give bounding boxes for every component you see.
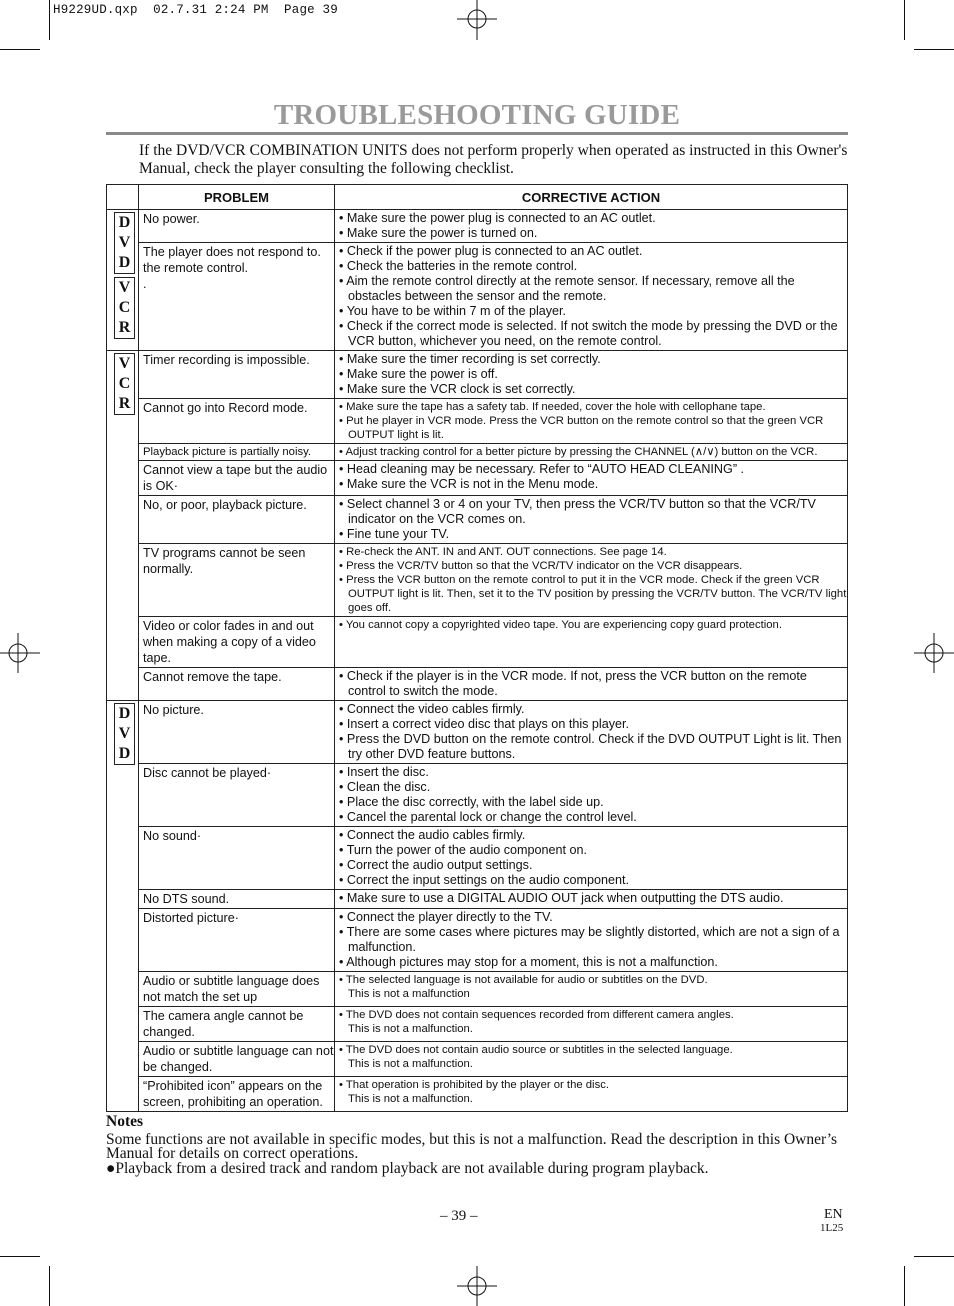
mode-tag-cell xyxy=(107,210,139,351)
problem-cell: The player does not respond to. the remote control. . xyxy=(139,243,335,351)
notes-bullet xyxy=(106,1161,848,1177)
action-item: • Turn the power of the audio component on. xyxy=(339,843,847,858)
model-code: 1L25 xyxy=(820,1222,844,1234)
action-item: • Insert the disc. xyxy=(339,765,847,780)
mode-tag-dvd: D V D xyxy=(114,212,135,274)
action-item: • Aim the remote control directly at the remote sensor. If necessary, remove all the obstacles between the sensor and the remote. xyxy=(339,274,847,304)
intro-paragraph: If the DVD/VCR COMBINATION UNITS does not perform properly when operated as instructed in this Owner's Manual, check the player consulting the following checklist. xyxy=(139,142,848,177)
mode-tag-cell xyxy=(107,701,139,1112)
action-item: • Make sure the power is off. xyxy=(339,367,847,382)
table-row xyxy=(107,1042,848,1077)
corrective-action-cell xyxy=(335,243,848,351)
action-item: • Check the batteries in the remote control. xyxy=(339,259,847,274)
table-row xyxy=(107,890,848,909)
crop-mark xyxy=(49,1266,50,1306)
problem-cell: TV programs cannot be seen normally. xyxy=(139,544,335,617)
registration-mark-icon xyxy=(457,0,497,40)
problem-cell: Cannot remove the tape. xyxy=(139,668,335,701)
table-row xyxy=(107,461,848,496)
mode-tag-vcr: V C R xyxy=(114,277,135,339)
corrective-action-cell xyxy=(335,1007,848,1042)
corrective-action-cell xyxy=(335,909,848,972)
action-item: • The DVD does not contain sequences recorded from different camera angles. This is not a malfunction. xyxy=(339,1008,847,1036)
header-spacer xyxy=(107,185,139,210)
table-row xyxy=(107,1077,848,1112)
table-row xyxy=(107,399,848,444)
table-row xyxy=(107,701,848,764)
action-item: • Check if the correct mode is selected. If not switch the mode by pressing the DVD or the VCR button, whichever you need, on the remote control. xyxy=(339,319,847,349)
action-item: • Place the disc correctly, with the label side up. xyxy=(339,795,847,810)
action-item: • Make sure the power plug is connected to an AC outlet. xyxy=(339,211,847,226)
title-rule xyxy=(106,132,848,135)
corrective-action-cell xyxy=(335,210,848,243)
action-item: • Make sure the VCR clock is set correctly. xyxy=(339,382,847,397)
problem-cell: No DTS sound. xyxy=(139,890,335,909)
registration-mark-icon xyxy=(914,633,954,673)
action-item: • Make sure the tape has a safety tab. If needed, cover the hole with cellophane tape. xyxy=(339,400,847,414)
table-row xyxy=(107,351,848,399)
action-item: • Insert a correct video disc that plays on this player. xyxy=(339,717,847,732)
corrective-action-cell xyxy=(335,668,848,701)
bullet-icon: ● xyxy=(106,1160,116,1177)
page-title: TROUBLESHOOTING GUIDE xyxy=(273,99,681,131)
mode-tag-cell xyxy=(107,351,139,701)
problem-cell: No, or poor, playback picture. xyxy=(139,496,335,544)
corrective-action-cell xyxy=(335,544,848,617)
action-item: • Adjust tracking control for a better picture by pressing the CHANNEL (∧/∨) button on the VCR. xyxy=(339,445,847,459)
corrective-action-cell xyxy=(335,764,848,827)
table-row xyxy=(107,764,848,827)
print-slug: H9229UD.qxp 02.7.31 2:24 PM Page 39 xyxy=(53,3,338,17)
action-item: • That operation is prohibited by the player or the disc. This is not a malfunction. xyxy=(339,1078,847,1106)
action-item: • Connect the video cables firmly. xyxy=(339,702,847,717)
action-item: • Connect the player directly to the TV. xyxy=(339,910,847,925)
problem-cell: “Prohibited icon” appears on the screen, prohibiting an operation. xyxy=(139,1077,335,1112)
action-item: • Head cleaning may be necessary. Refer to “AUTO HEAD CLEANING” . xyxy=(339,462,847,477)
action-item: • Re-check the ANT. IN and ANT. OUT connections. See page 14. xyxy=(339,545,847,559)
problem-cell: Timer recording is impossible. xyxy=(139,351,335,399)
problem-cell: Cannot view a tape but the audio is OK· xyxy=(139,461,335,496)
table-row xyxy=(107,1007,848,1042)
mode-tag-dvd: D V D xyxy=(114,703,135,765)
corrective-action-cell xyxy=(335,444,848,461)
action-item: • Select channel 3 or 4 on your TV, then press the VCR/TV button so that the VCR/TV indicator on the VCR comes on. xyxy=(339,497,847,527)
action-item: • Press the DVD button on the remote control. Check if the DVD OUTPUT Light is lit. Then try other DVD feature buttons. xyxy=(339,732,847,762)
problem-cell: Audio or subtitle language can not be changed. xyxy=(139,1042,335,1077)
problem-cell: Playback picture is partially noisy. xyxy=(139,444,335,461)
table-row xyxy=(107,909,848,972)
problem-cell: Video or color fades in and out when making a copy of a video tape. xyxy=(139,617,335,668)
corrective-action-cell xyxy=(335,1042,848,1077)
action-item: • Make sure the power is turned on. xyxy=(339,226,847,241)
table-row xyxy=(107,972,848,1007)
corrective-action-cell xyxy=(335,496,848,544)
action-item: • Fine tune your TV. xyxy=(339,527,847,542)
notes-heading: Notes xyxy=(106,1113,144,1130)
problem-cell: No power. xyxy=(139,210,335,243)
action-item: • Make sure the timer recording is set correctly. xyxy=(339,352,847,367)
crop-mark xyxy=(0,49,40,50)
problem-cell: Distorted picture· xyxy=(139,909,335,972)
mode-tag-vcr: V C R xyxy=(114,353,135,415)
registration-mark-icon xyxy=(0,633,40,673)
crop-mark xyxy=(904,1266,905,1306)
action-item: • The DVD does not contain audio source or subtitles in the selected language. This is not a malfunction. xyxy=(339,1043,847,1071)
problem-cell: Audio or subtitle language does not match the set up xyxy=(139,972,335,1007)
action-item: • Press the VCR/TV button so that the VCR/TV indicator on the VCR disappears. xyxy=(339,559,847,573)
table-row xyxy=(107,444,848,461)
corrective-action-cell xyxy=(335,351,848,399)
notes-text: Some functions are not available in specific modes, but this is not a malfunction. Read the description in this Owner’s Manual for details on correct operations. xyxy=(106,1131,838,1162)
action-item: • Check if the power plug is connected to an AC outlet. xyxy=(339,244,847,259)
action-item: • Cancel the parental lock or change the control level. xyxy=(339,810,847,825)
corrective-action-cell xyxy=(335,972,848,1007)
crop-mark xyxy=(0,1256,40,1257)
crop-mark xyxy=(904,0,905,40)
action-item: • There are some cases where pictures may be slightly distorted, which are not a sign of a malfunction. xyxy=(339,925,847,955)
crop-mark xyxy=(914,1256,954,1257)
corrective-action-cell xyxy=(335,617,848,668)
registration-mark-icon xyxy=(457,1266,497,1306)
action-item: • Correct the input settings on the audio component. xyxy=(339,873,847,888)
notes-bullet-text: Playback from a desired track and random playback are not available during program playback. xyxy=(115,1160,709,1177)
action-item: • Press the VCR button on the remote control to put it in the VCR mode. Check if the green VCR OUTPUT light is lit. Then, set it to the TV position by pressing the VCR/TV button. The VCR/TV light goes off. xyxy=(339,573,847,615)
problem-cell: No picture. xyxy=(139,701,335,764)
page-number: – 39 – xyxy=(440,1208,478,1224)
problem-cell: No sound· xyxy=(139,827,335,890)
problem-cell: The camera angle cannot be changed. xyxy=(139,1007,335,1042)
corrective-action-cell xyxy=(335,399,848,444)
action-item: • Make sure to use a DIGITAL AUDIO OUT jack when outputting the DTS audio. xyxy=(339,891,847,906)
action-item: • Make sure the VCR is not in the Menu mode. xyxy=(339,477,847,492)
action-item: • Check if the player is in the VCR mode. If not, press the VCR button on the remote control to switch the mode. xyxy=(339,669,847,699)
table-header-row xyxy=(107,185,848,210)
action-item: • Clean the disc. xyxy=(339,780,847,795)
table-row xyxy=(107,210,848,243)
table-row xyxy=(107,496,848,544)
action-item: • The selected language is not available for audio or subtitles on the DVD. This is not a malfunction xyxy=(339,973,847,1001)
crop-mark xyxy=(49,0,50,40)
header-corrective-action: CORRECTIVE ACTION xyxy=(335,185,848,210)
action-item: • Correct the audio output settings. xyxy=(339,858,847,873)
action-item: • You have to be within 7 m of the player. xyxy=(339,304,847,319)
corrective-action-cell xyxy=(335,701,848,764)
action-item: • Connect the audio cables firmly. xyxy=(339,828,847,843)
crop-mark xyxy=(914,49,954,50)
action-item: • You cannot copy a copyrighted video tape. You are experiencing copy guard protection. xyxy=(339,618,847,632)
header-problem: PROBLEM xyxy=(139,185,335,210)
table-row xyxy=(107,617,848,668)
language-code: EN xyxy=(824,1207,843,1222)
action-item: • Although pictures may stop for a moment, this is not a malfunction. xyxy=(339,955,847,970)
corrective-action-cell xyxy=(335,461,848,496)
corrective-action-cell xyxy=(335,827,848,890)
problem-cell: Disc cannot be played· xyxy=(139,764,335,827)
table-row xyxy=(107,827,848,890)
corrective-action-cell xyxy=(335,1077,848,1112)
corrective-action-cell xyxy=(335,890,848,909)
action-item: • Put he player in VCR mode. Press the VCR button on the remote control so that the green VCR OUTPUT light is lit. xyxy=(339,414,847,442)
table-row xyxy=(107,243,848,351)
troubleshooting-table xyxy=(106,184,848,1112)
problem-cell: Cannot go into Record mode. xyxy=(139,399,335,444)
table-row xyxy=(107,668,848,701)
table-row xyxy=(107,544,848,617)
